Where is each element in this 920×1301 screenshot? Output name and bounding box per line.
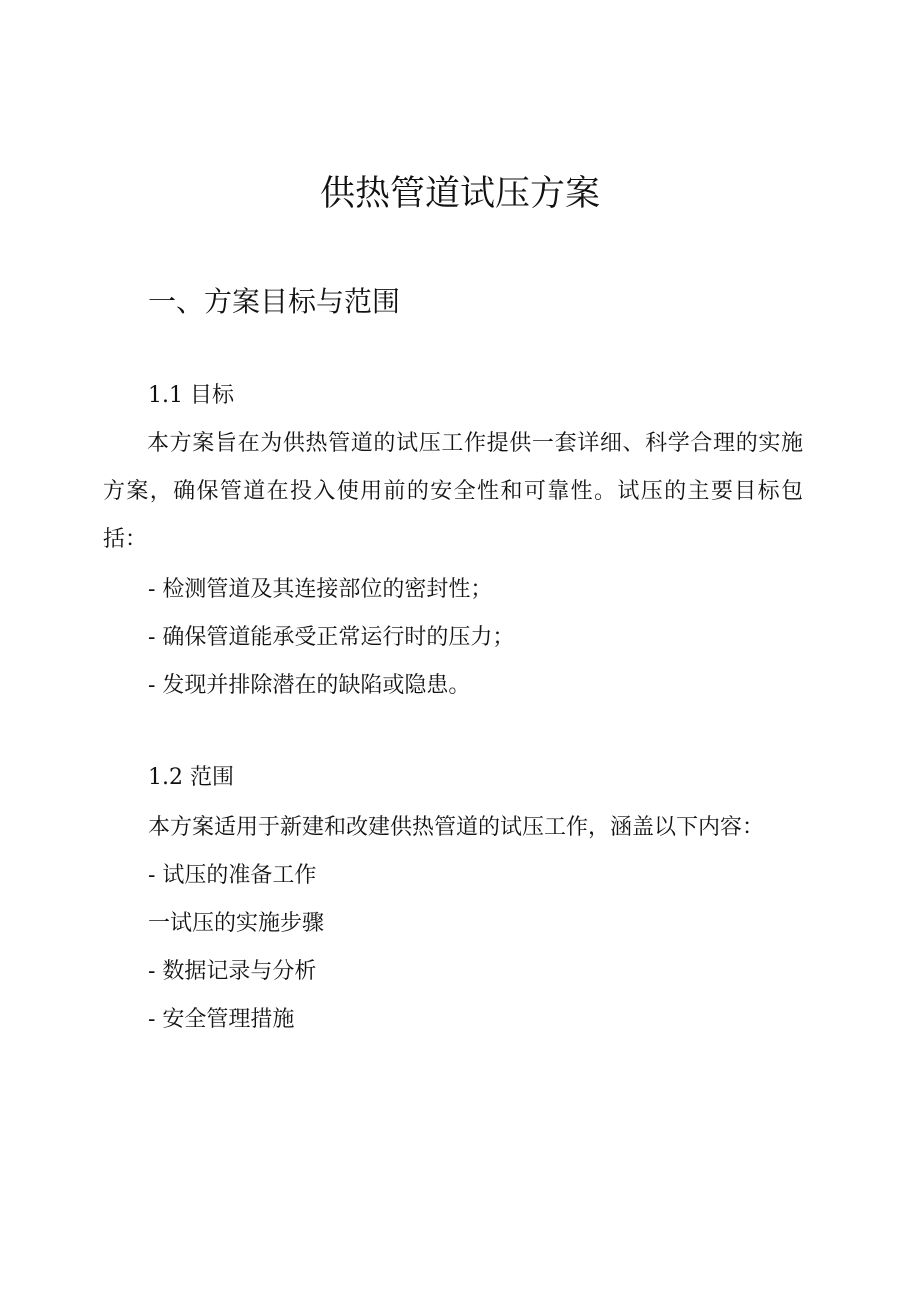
scope-list-item: 一试压的实施步骤 (148, 911, 325, 936)
goal-list-item: - 确保管道能承受正常运行时的压力； (148, 625, 515, 650)
subsection-heading-goal: 1.1 目标 (148, 383, 234, 408)
goal-paragraph: 本方案旨在为供热管道的试压工作提供一套详细、科学合理的实施方案，确保管道在投入使用前的安全性和可靠性。试压的主要目标包括： (103, 431, 803, 552)
scope-list-item: - 数据记录与分析 (148, 959, 317, 984)
section-heading: 一、方案目标与范围 (148, 285, 401, 318)
scope-paragraph: 本方案适用于新建和改建供热管道的试压工作，涵盖以下内容： (148, 815, 765, 840)
goal-list-item: - 发现并排除潜在的缺陷或隐患。 (148, 673, 471, 698)
goal-list-item: - 检测管道及其连接部位的密封性； (148, 577, 493, 602)
scope-list-item: - 试压的准备工作 (148, 863, 317, 888)
subsection-heading-scope: 1.2 范围 (148, 765, 234, 790)
scope-list-item: - 安全管理措施 (148, 1007, 295, 1032)
document-title: 供热管道试压方案 (319, 174, 600, 214)
